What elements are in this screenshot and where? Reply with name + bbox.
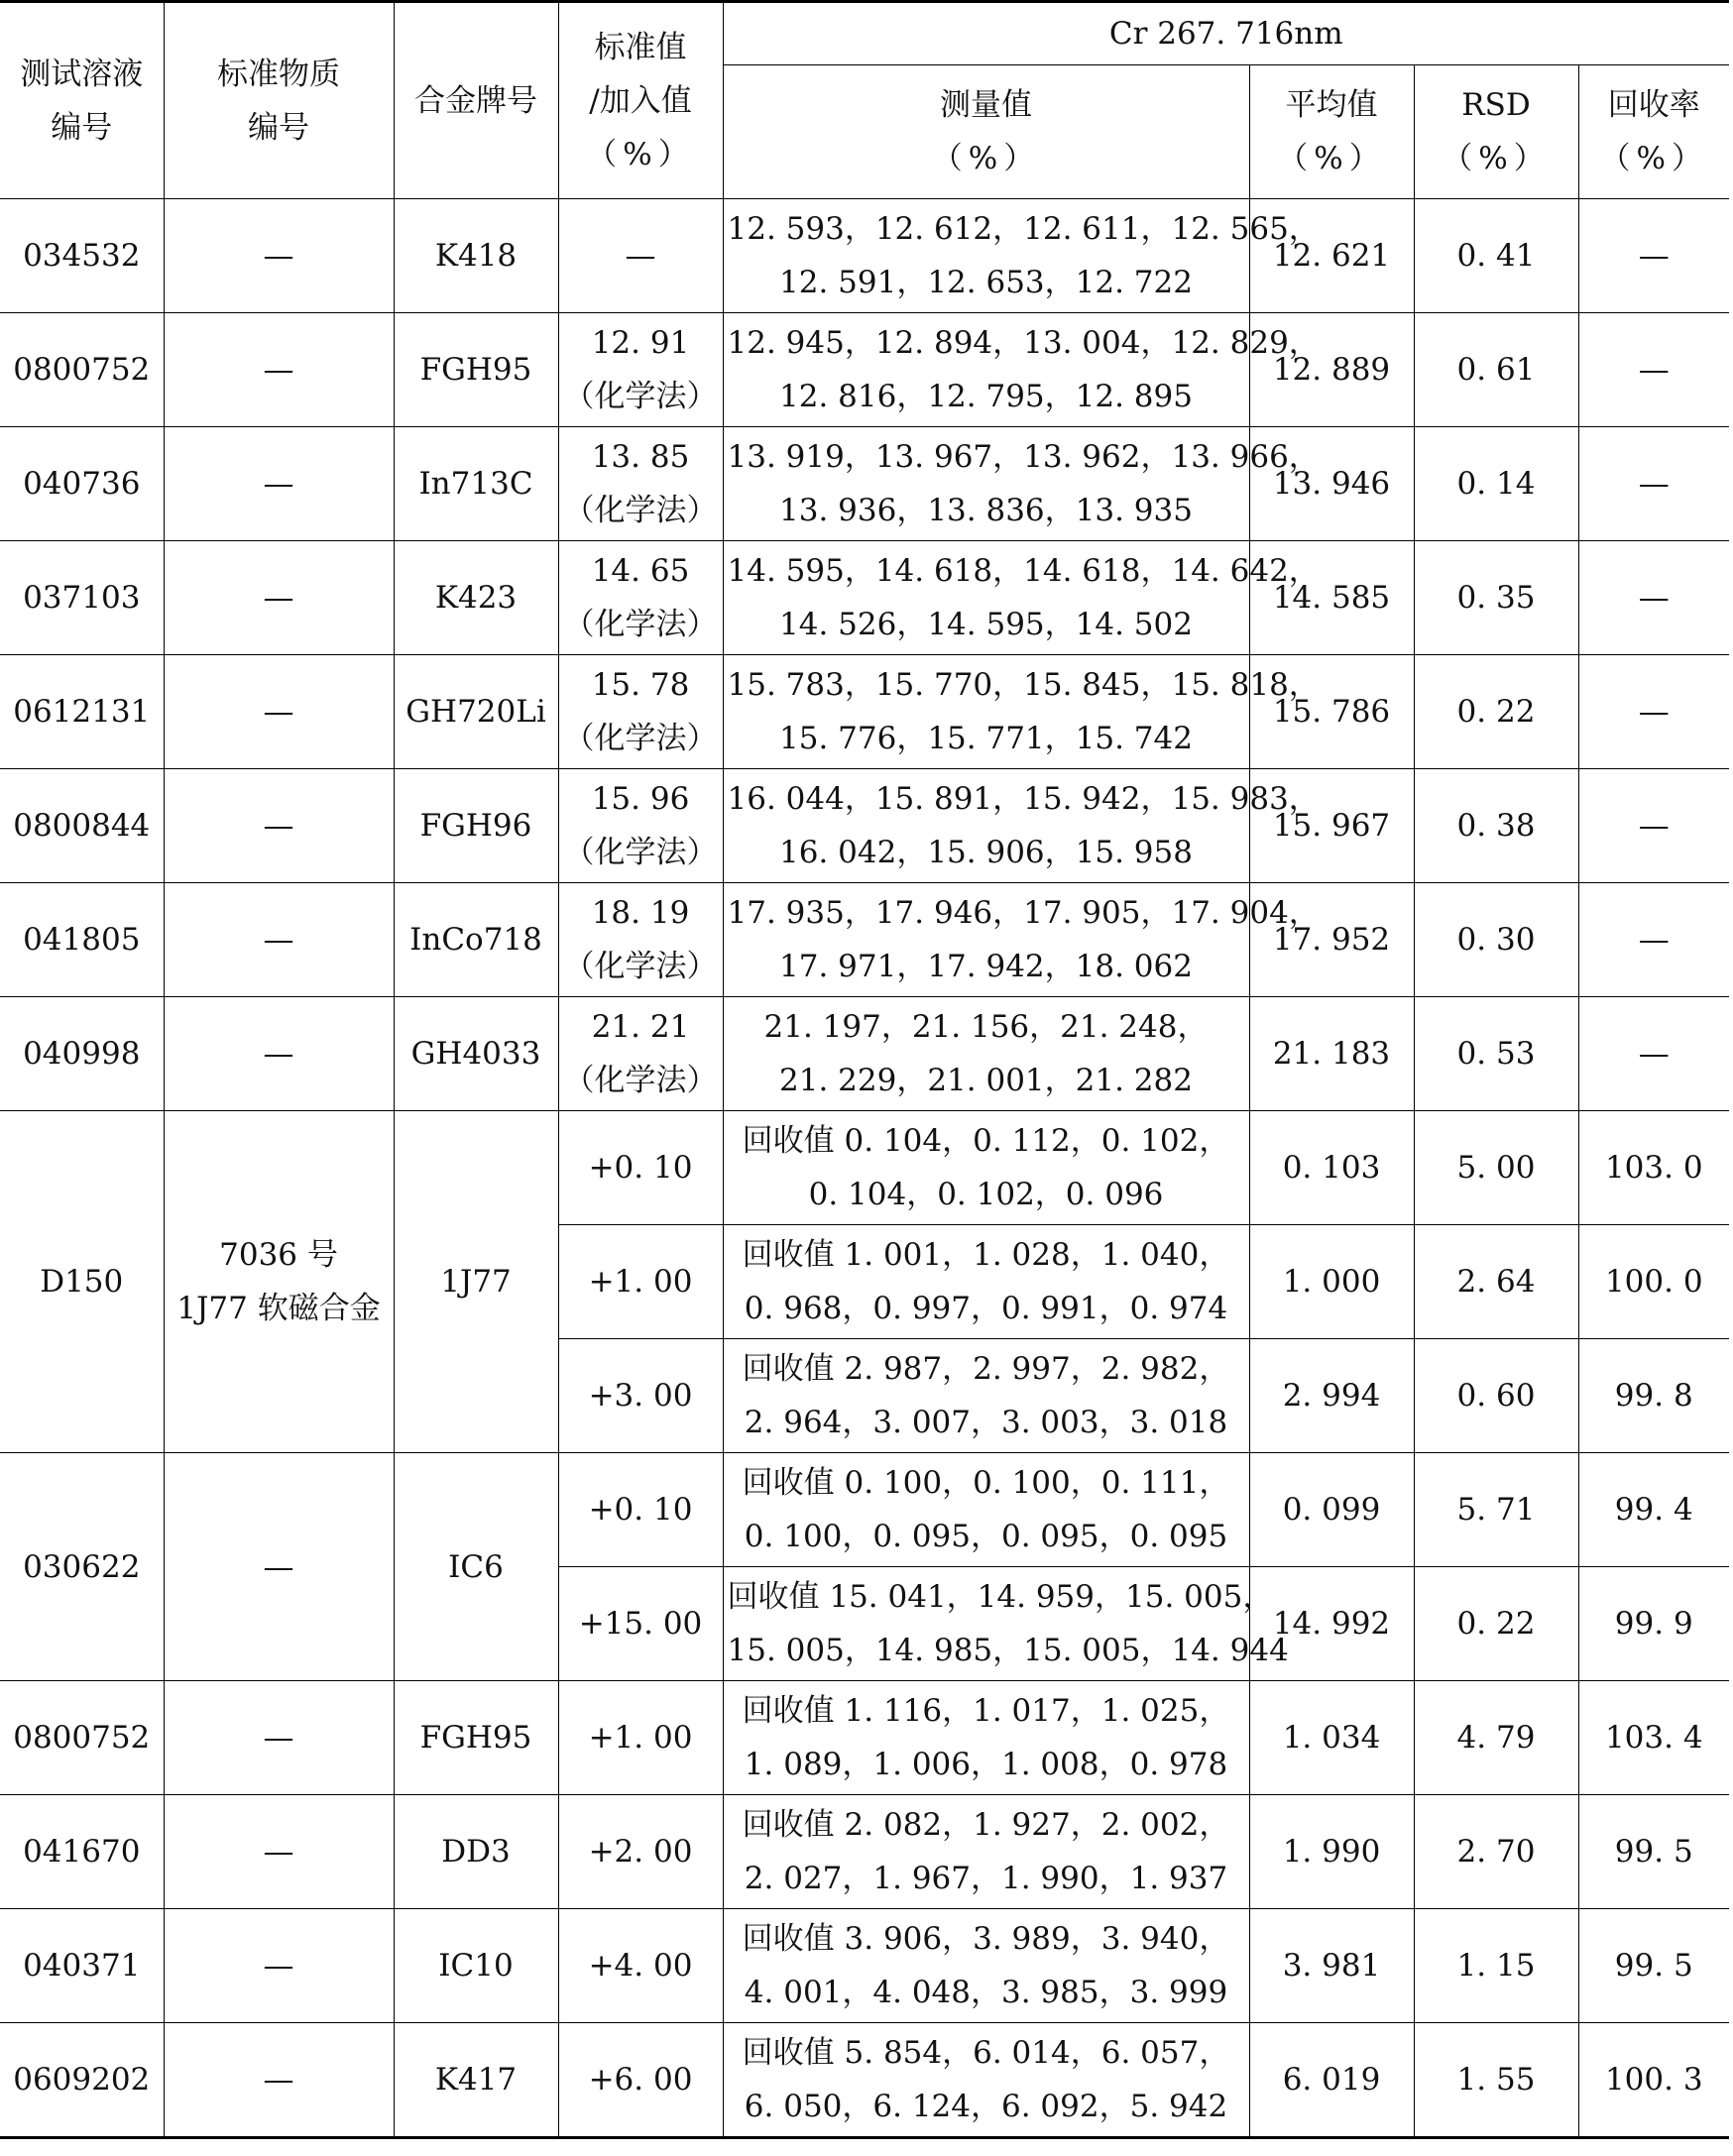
cell-measured: 12. 593，12. 612，12. 611，12. 565， 12. 591，12. 653，12. 722 [723, 199, 1249, 313]
cell-mean: 1. 990 [1249, 1795, 1414, 1909]
cell-measured: 17. 935，17. 946，17. 905，17. 904， 17. 971，17. 942，18. 062 [723, 883, 1249, 997]
cell-measured: 回收值 1. 116，1. 017，1. 025， 1. 089，1. 006，1. 008，0. 978 [723, 1681, 1249, 1795]
table-row [0, 883, 1729, 997]
cell-mean: 0. 099 [1249, 1453, 1414, 1567]
cell-solution-id: 041805 [0, 883, 164, 997]
cell-mean: 12. 621 [1249, 199, 1414, 313]
cell-solution-id: 0609202 [0, 2023, 164, 2138]
cell-std-added: +3. 00 [558, 1339, 723, 1453]
cell-alloy-grade: FGH95 [394, 313, 558, 427]
table-row [0, 997, 1729, 1111]
header-mean: 平均值 （%） [1249, 65, 1414, 199]
cell-solution-id: 037103 [0, 541, 164, 655]
cell-std-added: +0. 10 [558, 1453, 723, 1567]
cell-recovery: — [1578, 883, 1729, 997]
cell-measured: 回收值 0. 100，0. 100，0. 111， 0. 100，0. 095，0. 095，0. 095 [723, 1453, 1249, 1567]
table-row [0, 769, 1729, 883]
cell-std-added: — [558, 199, 723, 313]
table-row [0, 1453, 1729, 1567]
header-std-added: 标准值 /加入值 （%） [558, 2, 723, 199]
table-row [0, 1681, 1729, 1795]
header-recovery: 回收率 （%） [1578, 65, 1729, 199]
cell-rsd: 0. 22 [1414, 655, 1578, 769]
cell-ref-material-id: — [164, 1909, 394, 2023]
cell-recovery: 99. 5 [1578, 1909, 1729, 2023]
cell-alloy-grade: K423 [394, 541, 558, 655]
cell-alloy-grade: GH720Li [394, 655, 558, 769]
cell-rsd: 5. 71 [1414, 1453, 1578, 1567]
cell-mean: 15. 967 [1249, 769, 1414, 883]
cell-solution-id: 034532 [0, 199, 164, 313]
cell-measured: 12. 945，12. 894，13. 004，12. 829， 12. 816，12. 795，12. 895 [723, 313, 1249, 427]
cell-ref-material-id: — [164, 2023, 394, 2138]
cell-measured: 回收值 1. 001，1. 028，1. 040， 0. 968，0. 997，0. 991，0. 974 [723, 1225, 1249, 1339]
cell-std-added: 21. 21 （化学法） [558, 997, 723, 1111]
cell-recovery: — [1578, 199, 1729, 313]
cell-recovery: 100. 0 [1578, 1225, 1729, 1339]
cell-recovery: 103. 4 [1578, 1681, 1729, 1795]
cell-solution-id: 0612131 [0, 655, 164, 769]
cell-rsd: 2. 70 [1414, 1795, 1578, 1909]
cell-mean: 1. 000 [1249, 1225, 1414, 1339]
cell-std-added: +1. 00 [558, 1225, 723, 1339]
cell-alloy-grade: IC6 [394, 1453, 558, 1681]
cell-std-added: 18. 19 （化学法） [558, 883, 723, 997]
cell-recovery: 99. 9 [1578, 1567, 1729, 1681]
cell-std-added: +6. 00 [558, 2023, 723, 2138]
cell-solution-id: 040998 [0, 997, 164, 1111]
table-row [0, 1111, 1729, 1225]
cell-std-added: +2. 00 [558, 1795, 723, 1909]
cell-rsd: 2. 64 [1414, 1225, 1578, 1339]
cell-measured: 13. 919，13. 967，13. 962，13. 966， 13. 936，13. 836，13. 935 [723, 427, 1249, 541]
cell-solution-id: 0800752 [0, 313, 164, 427]
cell-measured: 回收值 0. 104，0. 112，0. 102， 0. 104，0. 102，0. 096 [723, 1111, 1249, 1225]
cell-alloy-grade: In713C [394, 427, 558, 541]
cell-std-added: 13. 85 （化学法） [558, 427, 723, 541]
cell-ref-material-id: 7036 号 1J77 软磁合金 [164, 1111, 394, 1453]
cell-ref-material-id: — [164, 199, 394, 313]
header-ref-material-id: 标准物质 编号 [164, 2, 394, 199]
cell-measured: 15. 783，15. 770，15. 845，15. 818， 15. 776，15. 771，15. 742 [723, 655, 1249, 769]
table-row [0, 2023, 1729, 2138]
cell-recovery: 99. 4 [1578, 1453, 1729, 1567]
cell-std-added: +1. 00 [558, 1681, 723, 1795]
cell-ref-material-id: — [164, 427, 394, 541]
cell-recovery: — [1578, 655, 1729, 769]
cell-alloy-grade: K417 [394, 2023, 558, 2138]
cell-ref-material-id: — [164, 1453, 394, 1681]
table-row [0, 655, 1729, 769]
cell-mean: 12. 889 [1249, 313, 1414, 427]
cell-recovery: — [1578, 427, 1729, 541]
cell-recovery: 99. 8 [1578, 1339, 1729, 1453]
cell-std-added: 12. 91 （化学法） [558, 313, 723, 427]
cell-solution-id: 0800752 [0, 1681, 164, 1795]
cell-recovery: 103. 0 [1578, 1111, 1729, 1225]
cell-mean: 14. 992 [1249, 1567, 1414, 1681]
cell-rsd: 1. 15 [1414, 1909, 1578, 2023]
cell-solution-id: 041670 [0, 1795, 164, 1909]
cell-mean: 13. 946 [1249, 427, 1414, 541]
cell-ref-material-id: — [164, 1681, 394, 1795]
cell-rsd: 0. 35 [1414, 541, 1578, 655]
cell-measured: 回收值 2. 987，2. 997，2. 982， 2. 964，3. 007，3. 003，3. 018 [723, 1339, 1249, 1453]
cell-mean: 15. 786 [1249, 655, 1414, 769]
header-solution-id: 测试溶液 编号 [0, 2, 164, 199]
cell-rsd: 0. 14 [1414, 427, 1578, 541]
cell-ref-material-id: — [164, 1795, 394, 1909]
cell-std-added: 14. 65 （化学法） [558, 541, 723, 655]
cell-recovery: 100. 3 [1578, 2023, 1729, 2138]
cell-recovery: — [1578, 997, 1729, 1111]
cell-alloy-grade: IC10 [394, 1909, 558, 2023]
cell-measured: 回收值 2. 082，1. 927，2. 002， 2. 027，1. 967，1. 990，1. 937 [723, 1795, 1249, 1909]
cell-std-added: +15. 00 [558, 1567, 723, 1681]
cell-ref-material-id: — [164, 769, 394, 883]
cell-std-added: 15. 78 （化学法） [558, 655, 723, 769]
cell-std-added: 15. 96 （化学法） [558, 769, 723, 883]
cell-ref-material-id: — [164, 655, 394, 769]
cell-rsd: 0. 60 [1414, 1339, 1578, 1453]
cell-solution-id: 040371 [0, 1909, 164, 2023]
cell-solution-id: 040736 [0, 427, 164, 541]
cell-ref-material-id: — [164, 313, 394, 427]
cell-rsd: 0. 61 [1414, 313, 1578, 427]
cell-measured: 回收值 5. 854，6. 014，6. 057， 6. 050，6. 124，6. 092，5. 942 [723, 2023, 1249, 2138]
cell-recovery: — [1578, 313, 1729, 427]
cell-std-added: +4. 00 [558, 1909, 723, 2023]
cell-recovery: 99. 5 [1578, 1795, 1729, 1909]
cell-alloy-grade: GH4033 [394, 997, 558, 1111]
header-alloy-grade: 合金牌号 [394, 2, 558, 199]
cell-ref-material-id: — [164, 541, 394, 655]
table-body [0, 199, 1729, 2138]
cell-rsd: 5. 00 [1414, 1111, 1578, 1225]
cell-alloy-grade: FGH96 [394, 769, 558, 883]
header-rsd: RSD （%） [1414, 65, 1578, 199]
cell-measured: 21. 197，21. 156，21. 248， 21. 229，21. 001，21. 282 [723, 997, 1249, 1111]
cell-ref-material-id: — [164, 883, 394, 997]
cell-alloy-grade: K418 [394, 199, 558, 313]
cell-rsd: 4. 79 [1414, 1681, 1578, 1795]
cell-measured: 16. 044，15. 891，15. 942，15. 983， 16. 042，15. 906，15. 958 [723, 769, 1249, 883]
cell-mean: 1. 034 [1249, 1681, 1414, 1795]
cell-alloy-grade: 1J77 [394, 1111, 558, 1453]
header-measured: 测量值 （%） [723, 65, 1249, 199]
header-wavelength-group: Cr 267. 716nm [723, 2, 1729, 65]
cell-rsd: 0. 53 [1414, 997, 1578, 1111]
cell-measured: 回收值 15. 041，14. 959，15. 005， 15. 005，14. 985，15. 005，14. 944 [723, 1567, 1249, 1681]
cell-rsd: 0. 22 [1414, 1567, 1578, 1681]
cell-std-added: +0. 10 [558, 1111, 723, 1225]
table-row [0, 313, 1729, 427]
cell-mean: 6. 019 [1249, 2023, 1414, 2138]
cell-solution-id: 0800844 [0, 769, 164, 883]
table-row [0, 541, 1729, 655]
cell-recovery: — [1578, 769, 1729, 883]
cell-measured: 14. 595，14. 618，14. 618，14. 642， 14. 526，14. 595，14. 502 [723, 541, 1249, 655]
table-row [0, 427, 1729, 541]
table-row [0, 1795, 1729, 1909]
cell-rsd: 0. 41 [1414, 199, 1578, 313]
cell-rsd: 0. 30 [1414, 883, 1578, 997]
cell-mean: 2. 994 [1249, 1339, 1414, 1453]
cell-alloy-grade: InCo718 [394, 883, 558, 997]
cell-alloy-grade: FGH95 [394, 1681, 558, 1795]
cell-measured: 回收值 3. 906，3. 989，3. 940， 4. 001，4. 048，3. 985，3. 999 [723, 1909, 1249, 2023]
cell-ref-material-id: — [164, 997, 394, 1111]
cell-mean: 0. 103 [1249, 1111, 1414, 1225]
cell-alloy-grade: DD3 [394, 1795, 558, 1909]
cell-mean: 17. 952 [1249, 883, 1414, 997]
cell-recovery: — [1578, 541, 1729, 655]
cell-solution-id: 030622 [0, 1453, 164, 1681]
table-row [0, 199, 1729, 313]
cell-mean: 3. 981 [1249, 1909, 1414, 2023]
cell-rsd: 1. 55 [1414, 2023, 1578, 2138]
cell-rsd: 0. 38 [1414, 769, 1578, 883]
cell-solution-id: D150 [0, 1111, 164, 1453]
table-row [0, 1909, 1729, 2023]
cell-mean: 14. 585 [1249, 541, 1414, 655]
cell-mean: 21. 183 [1249, 997, 1414, 1111]
